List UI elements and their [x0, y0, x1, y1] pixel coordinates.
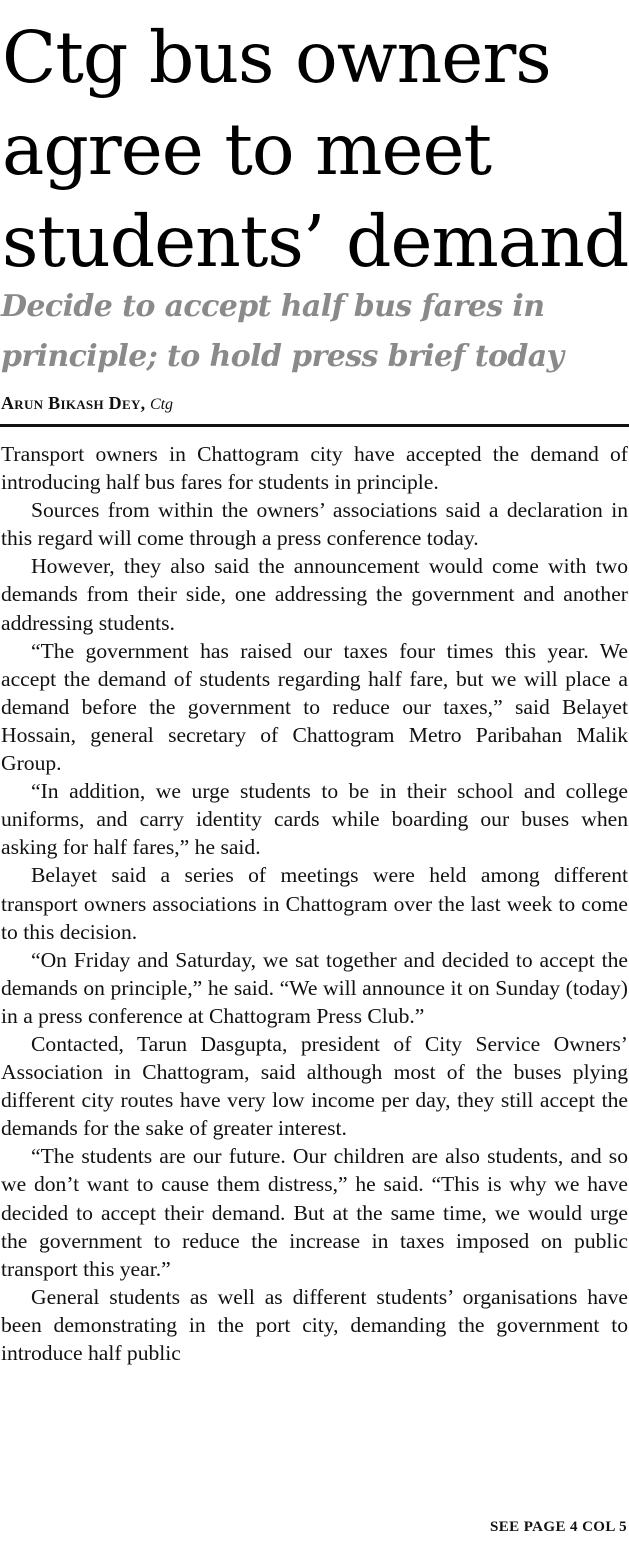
- article-paragraph: Contacted, Tarun Dasgupta, president of City Service Owners’ Association in Chattogram, said although most of the buses plying different city routes have very low income per day, they still accept the demands for the sake of greater interest.: [1, 1031, 628, 1141]
- article-body: [1, 440, 628, 1367]
- headline: [2, 12, 629, 288]
- byline: [1, 393, 173, 414]
- headline-line: Ctg bus owners: [2, 16, 551, 99]
- byline-location: Ctg: [149, 396, 174, 413]
- headline-line: agree to meet: [2, 108, 492, 191]
- article-paragraph: General students as well as different students’ organisations have been demonstrating in the port city, demanding the government to introduce half public: [1, 1284, 628, 1365]
- continuation-jump-line[interactable]: SEE PAGE 4 COL 5: [490, 1519, 627, 1535]
- article-paragraph: “In addition, we urge students to be in their school and college uniforms, and carry identity cards while boarding our buses when asking for half fares,” he said.: [1, 779, 628, 860]
- subheadline-line: principle; to hold press brief today: [1, 339, 564, 374]
- article-paragraph: Belayet said a series of meetings were held among different transport owners associations in Chattogram over the last week to come to this decision.: [1, 863, 628, 944]
- article-paragraph: Sources from within the owners’ associations said a declaration in this regard will come through a press conference today.: [1, 498, 628, 551]
- subheadline-line: Decide to accept half bus fares in: [1, 289, 545, 324]
- byline-author: Arun Bikash Dey,: [1, 393, 146, 413]
- article-paragraph: However, they also said the announcement would come with two demands from their side, one addressing the government and another addressing students.: [1, 554, 628, 635]
- byline-divider: [0, 424, 629, 427]
- article-paragraph: Transport owners in Chattogram city have accepted the demand of introducing half bus fares for students in principle.: [1, 442, 628, 495]
- article-paragraph: “The students are our future. Our children are also students, and so we don’t want to cause them distress,” he said. “This is why we have decided to accept their demand. But at the same time, we would urge the government to reduce the increase in taxes imposed on public transport this year.”: [1, 1144, 628, 1281]
- article-paragraph: “On Friday and Saturday, we sat together and decided to accept the demands on principle,” he said. “We will announce it on Sunday (today) in a press conference at Chattogram Press Club.”: [1, 947, 628, 1028]
- subheadline: [1, 282, 629, 382]
- headline-line: students’ demand: [2, 200, 629, 283]
- article-paragraph: “The government has raised our taxes four times this year. We accept the demand of students regarding half fare, but we will place a demand before the government to reduce our taxes,” said Belayet Hossain, general secretary of Chattogram Metro Paribahan Malik Group.: [1, 638, 628, 776]
